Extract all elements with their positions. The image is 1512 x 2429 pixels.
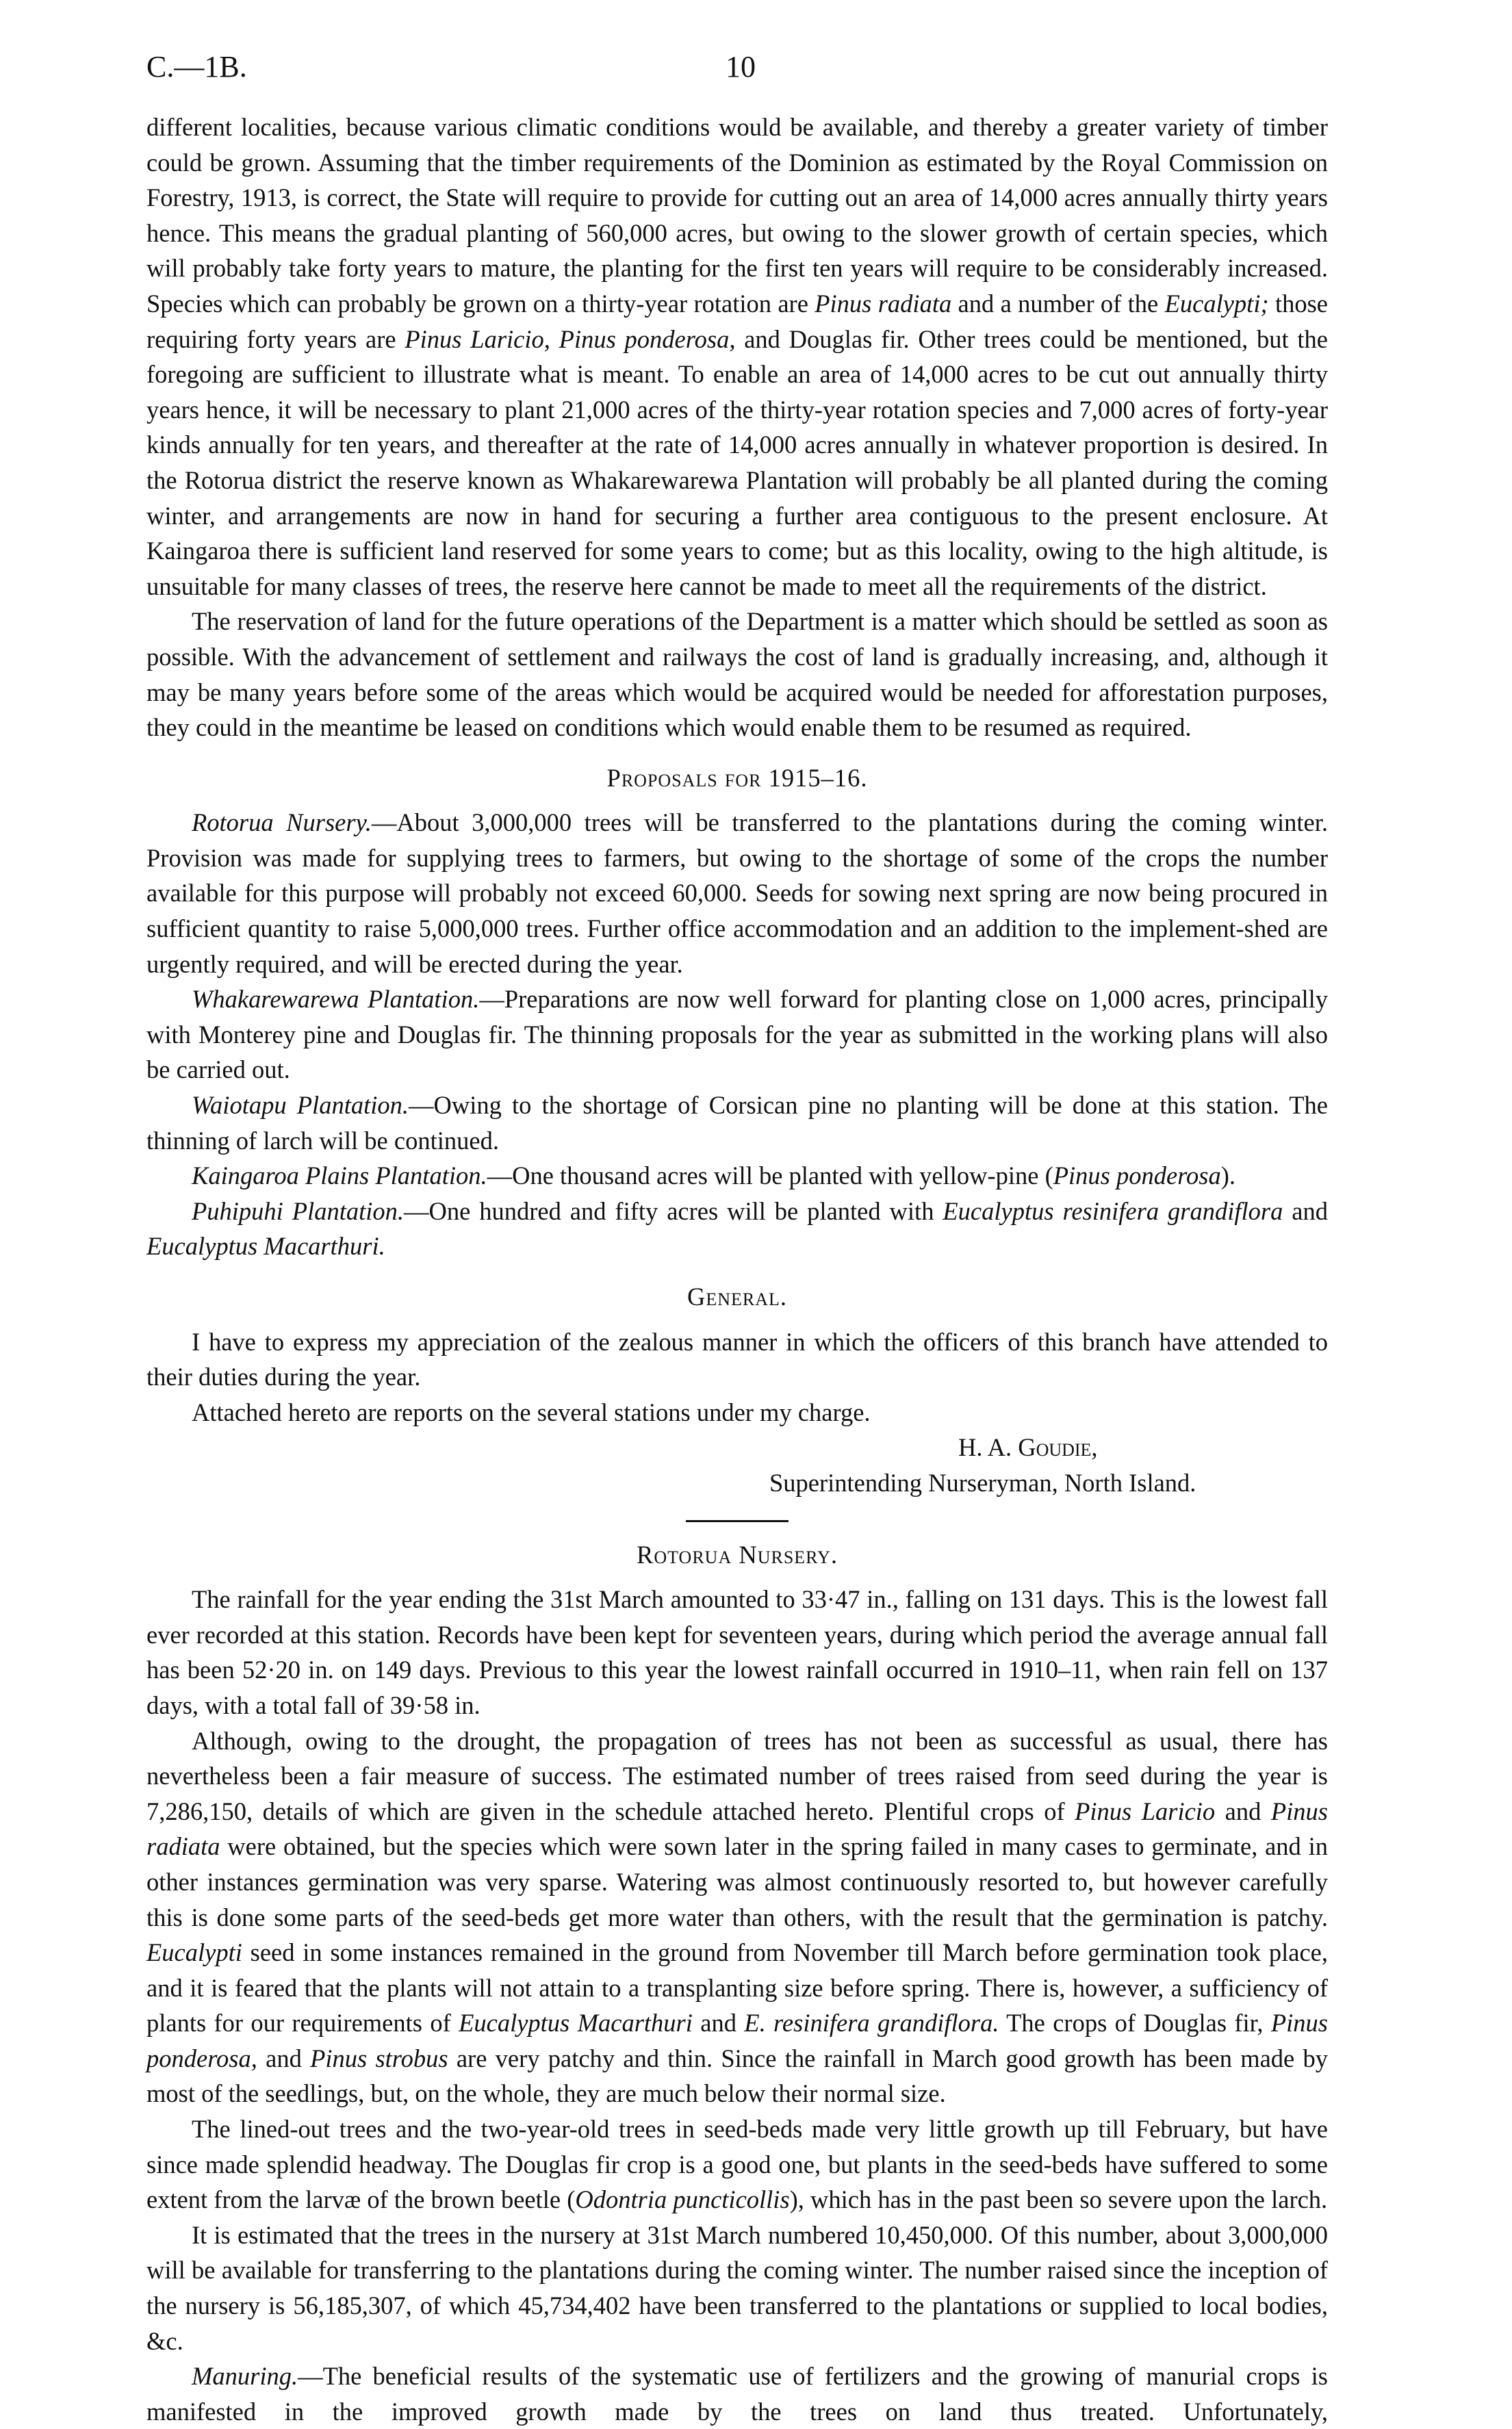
italic-text: Pinus Laricio <box>1075 1797 1216 1825</box>
italic-text: Pinus radiata <box>815 289 952 318</box>
paragraph <box>146 2111 1328 2218</box>
italic-text: Eucalyptus Macarthuri <box>459 2009 693 2038</box>
italic-text: Eucalypti <box>146 1938 242 1967</box>
italic-text: Waiotapu Plantation. <box>192 1091 409 1120</box>
heading-rotorua-nursery: Rotorua Nursery. <box>637 1540 838 1569</box>
paragraph <box>146 981 1328 1088</box>
text-run: and <box>1283 1196 1328 1225</box>
section-proposals <box>146 805 1328 1264</box>
italic-text: Odontria puncticollis <box>575 2185 790 2214</box>
text-run: —One thousand acres will be planted with yellow-pine ( <box>487 1161 1053 1190</box>
italic-text: Pinus Laricio, Pinus ponderosa, <box>405 324 736 353</box>
italic-text: Pinus ponderosa <box>1053 1161 1221 1190</box>
text-run: —Owing to the shortage of Corsican pine no planting will be done at this station. The thinning of larch will be continued. <box>146 1091 1328 1155</box>
text-run: It is estimated that the trees in the nursery at 31st March numbered 10,450,000. Of this number, about 3,000,000 will be available for transferring to the plantations during the coming winter. The number raised since the inception of the nursery is 56,185,307, of which 45,734,402 have been transferred to the plantations or supplied to local bodies, &c. <box>146 2220 1328 2355</box>
text-run: The reservation of land for the future operations of the Department is a matter which should be settled as soon as possible. With the advancement of settlement and railways the cost of land is gradually increasing, and, although it may be many years before some of the areas which would be acquired would be needed for afforestation purposes, they could in the meantime be leased on conditions which would enable them to be resumed as required. <box>146 607 1328 742</box>
text-run: different localities, because various climatic conditions would be available, and thereby a greater variety of timber could be grown. Assuming that the timber requirements of the Dominion as estimated by the Royal Commission on Forestry, 1913, is correct, the State will require to provide for cutting out an area of 14,000 acres annually thirty years hence. This means the gradual planting of 560,000 acres, but owing to the slower growth of certain species, which will probably take forty years to mature, the planting for the first ten years will require to be considerably increased. Species which can probably be grown on a thirty-year rotation are <box>146 113 1328 318</box>
text-run: —Preparations are now well forward for planting close on 1,000 acres, principally with Monterey pine and Douglas fir. The thinning proposals for the year as submitted in the working plans will also be carried out. <box>146 985 1328 1084</box>
text-run: ). <box>1220 1161 1236 1190</box>
paragraph <box>146 2218 1328 2359</box>
italic-text: Pinus strobus <box>310 2044 448 2072</box>
italic-text: Pinus radiata <box>146 1797 1328 1861</box>
text-run: ), which has in the past been so severe upon the larch. <box>789 2185 1328 2214</box>
paragraph <box>146 1088 1328 1158</box>
text-run: and <box>1215 1797 1271 1825</box>
text-run: Although, owing to the drought, the propagation of trees has not been as successful as usual, there has nevertheless been a fair measure of success. The estimated number of trees raised from seed during the year is 7,286,150, details of which are given in the schedule attached hereto. Plentiful crops of <box>146 1726 1328 1825</box>
page-number: 10 <box>726 50 756 83</box>
section-rotorua-nursery <box>146 1582 1328 2429</box>
document-reference: C.—1B. <box>146 50 247 83</box>
page-header <box>146 49 1328 90</box>
italic-text: Manuring. <box>192 2362 298 2391</box>
italic-text: Kaingaroa Plains Plantation. <box>192 1161 487 1190</box>
text-run: those requiring forty years are <box>146 289 1328 353</box>
text-run: and a number of the <box>951 289 1165 318</box>
paragraph <box>146 1723 1328 2112</box>
text-run: I have to express my appreciation of the zealous manner in which the officers of this branch have attended to their duties during the year. <box>146 1327 1328 1391</box>
italic-text: Rotorua Nursery. <box>192 808 372 837</box>
document-body <box>146 110 1328 2429</box>
paragraph <box>146 1158 1328 1194</box>
paragraph <box>146 604 1328 745</box>
italic-text: Eucalypti; <box>1164 289 1269 318</box>
text-run: are very patchy and thin. Since the rainfall in March good growth has been made by most of the seedlings, but, on the whole, they are much below their normal size. <box>146 2044 1328 2108</box>
italic-text: Whakarewarewa Plantation. <box>192 985 480 1014</box>
text-run: —About 3,000,000 trees will be transferred to the plantations during the coming winter. Provision was made for supplying trees to farmers, but owing to the shortage of some of the crops the number available for this purpose will probably not exceed 60,000. Seeds for sowing next spring are now being procured in sufficient quantity to raise 5,000,000 trees. Further office accommodation and an addition to the implement-shed are urgently required, and will be erected during the year. <box>146 808 1328 978</box>
italic-text: Eucalyptus resinifera grandiflora <box>943 1196 1283 1225</box>
italic-text: Eucalyptus Macarthuri. <box>146 1232 385 1261</box>
text-run: and Douglas fir. Other trees could be mentioned, but the foregoing are sufficient to illustrate what is meant. To enable an area of 14,000 acres to be cut out annually thirty years hence, it will be necessary to plant 21,000 acres of the thirty-year rotation species and 7,000 acres of forty-year kinds annually for ten years, and thereafter at the rate of 14,000 acres annually in whatever proportion is desired. In the Rotorua district the reserve known as Whakarewarewa Plantation will probably be all planted during the coming winter, and arrangements are now in hand for securing a further area contiguous to the present enclosure. At Kaingaroa there is sufficient land reserved for some years to come; but as this locality, owing to the high altitude, is unsuitable for many classes of trees, the reserve here cannot be made to meet all the requirements of the district. <box>146 324 1328 600</box>
paragraph <box>146 2359 1328 2429</box>
signature-title: Superintending Nurseryman, North Island. <box>769 1468 1196 1497</box>
text-run: were obtained, but the species which were sown later in the spring failed in many cases to germinate, and in other instances germination was very sparse. Watering was almost continuously resorted to, but however carefully this is done some parts of the seed-beds get more water than others, with the result that the germination is patchy. <box>146 1832 1328 1931</box>
paragraph <box>146 1395 1328 1430</box>
text-run: —The beneficial results of the systematic use of fertilizers and the growing of manurial crops is manifested in the improved growth made by the trees on land thus treated. Unfortunately, <box>146 2362 1328 2426</box>
italic-text: Pinus ponderosa, <box>146 2009 1328 2072</box>
paragraph <box>146 805 1328 981</box>
text-run: Attached hereto are reports on the several stations under my charge. <box>192 1398 871 1426</box>
paragraph <box>146 110 1328 604</box>
section-afforestation-reserves <box>146 110 1328 745</box>
text-run: —One hundred and fifty acres will be planted with <box>404 1196 943 1225</box>
text-run: The lined-out trees and the two-year-old trees in seed-beds made very little growth up till February, but have since made splendid headway. The Douglas fir crop is a good one, but plants in the seed-beds have suffered to some extent from the larvæ of the brown beetle ( <box>146 2115 1328 2214</box>
paragraph <box>146 1194 1328 1264</box>
signature-name: H. A. Goudie, <box>958 1433 1098 1462</box>
section-general <box>146 1324 1328 1430</box>
text-run: The crops of Douglas fir, <box>999 2009 1271 2038</box>
italic-text: Puhipuhi Plantation. <box>192 1196 404 1225</box>
italic-text: E. resinifera grandiflora. <box>744 2009 999 2038</box>
text-run: and <box>692 2009 745 2038</box>
heading-general: General. <box>687 1283 788 1311</box>
text-run: seed in some instances remained in the ground from November till March before germination took place, and it is feared that the plants will not attain to a transplanting size before spring. There is, however, a sufficiency of plants for our requirements of <box>146 1938 1328 2038</box>
section-divider <box>686 1520 789 1522</box>
text-run: The rainfall for the year ending the 31st March amounted to 33·47 in., falling on 131 days. This is the lowest fall ever recorded at this station. Records have been kept for seventeen years, during which period the average annual fall has been 52·20 in. on 149 days. Previous to this year the lowest rainfall occurred in 1910–11, when rain fell on 137 days, with a total fall of 39·58 in. <box>146 1585 1328 1719</box>
paragraph <box>146 1324 1328 1395</box>
heading-proposals: Proposals for 1915–16. <box>606 763 868 792</box>
paragraph <box>146 1582 1328 1723</box>
text-run: and <box>257 2044 311 2072</box>
